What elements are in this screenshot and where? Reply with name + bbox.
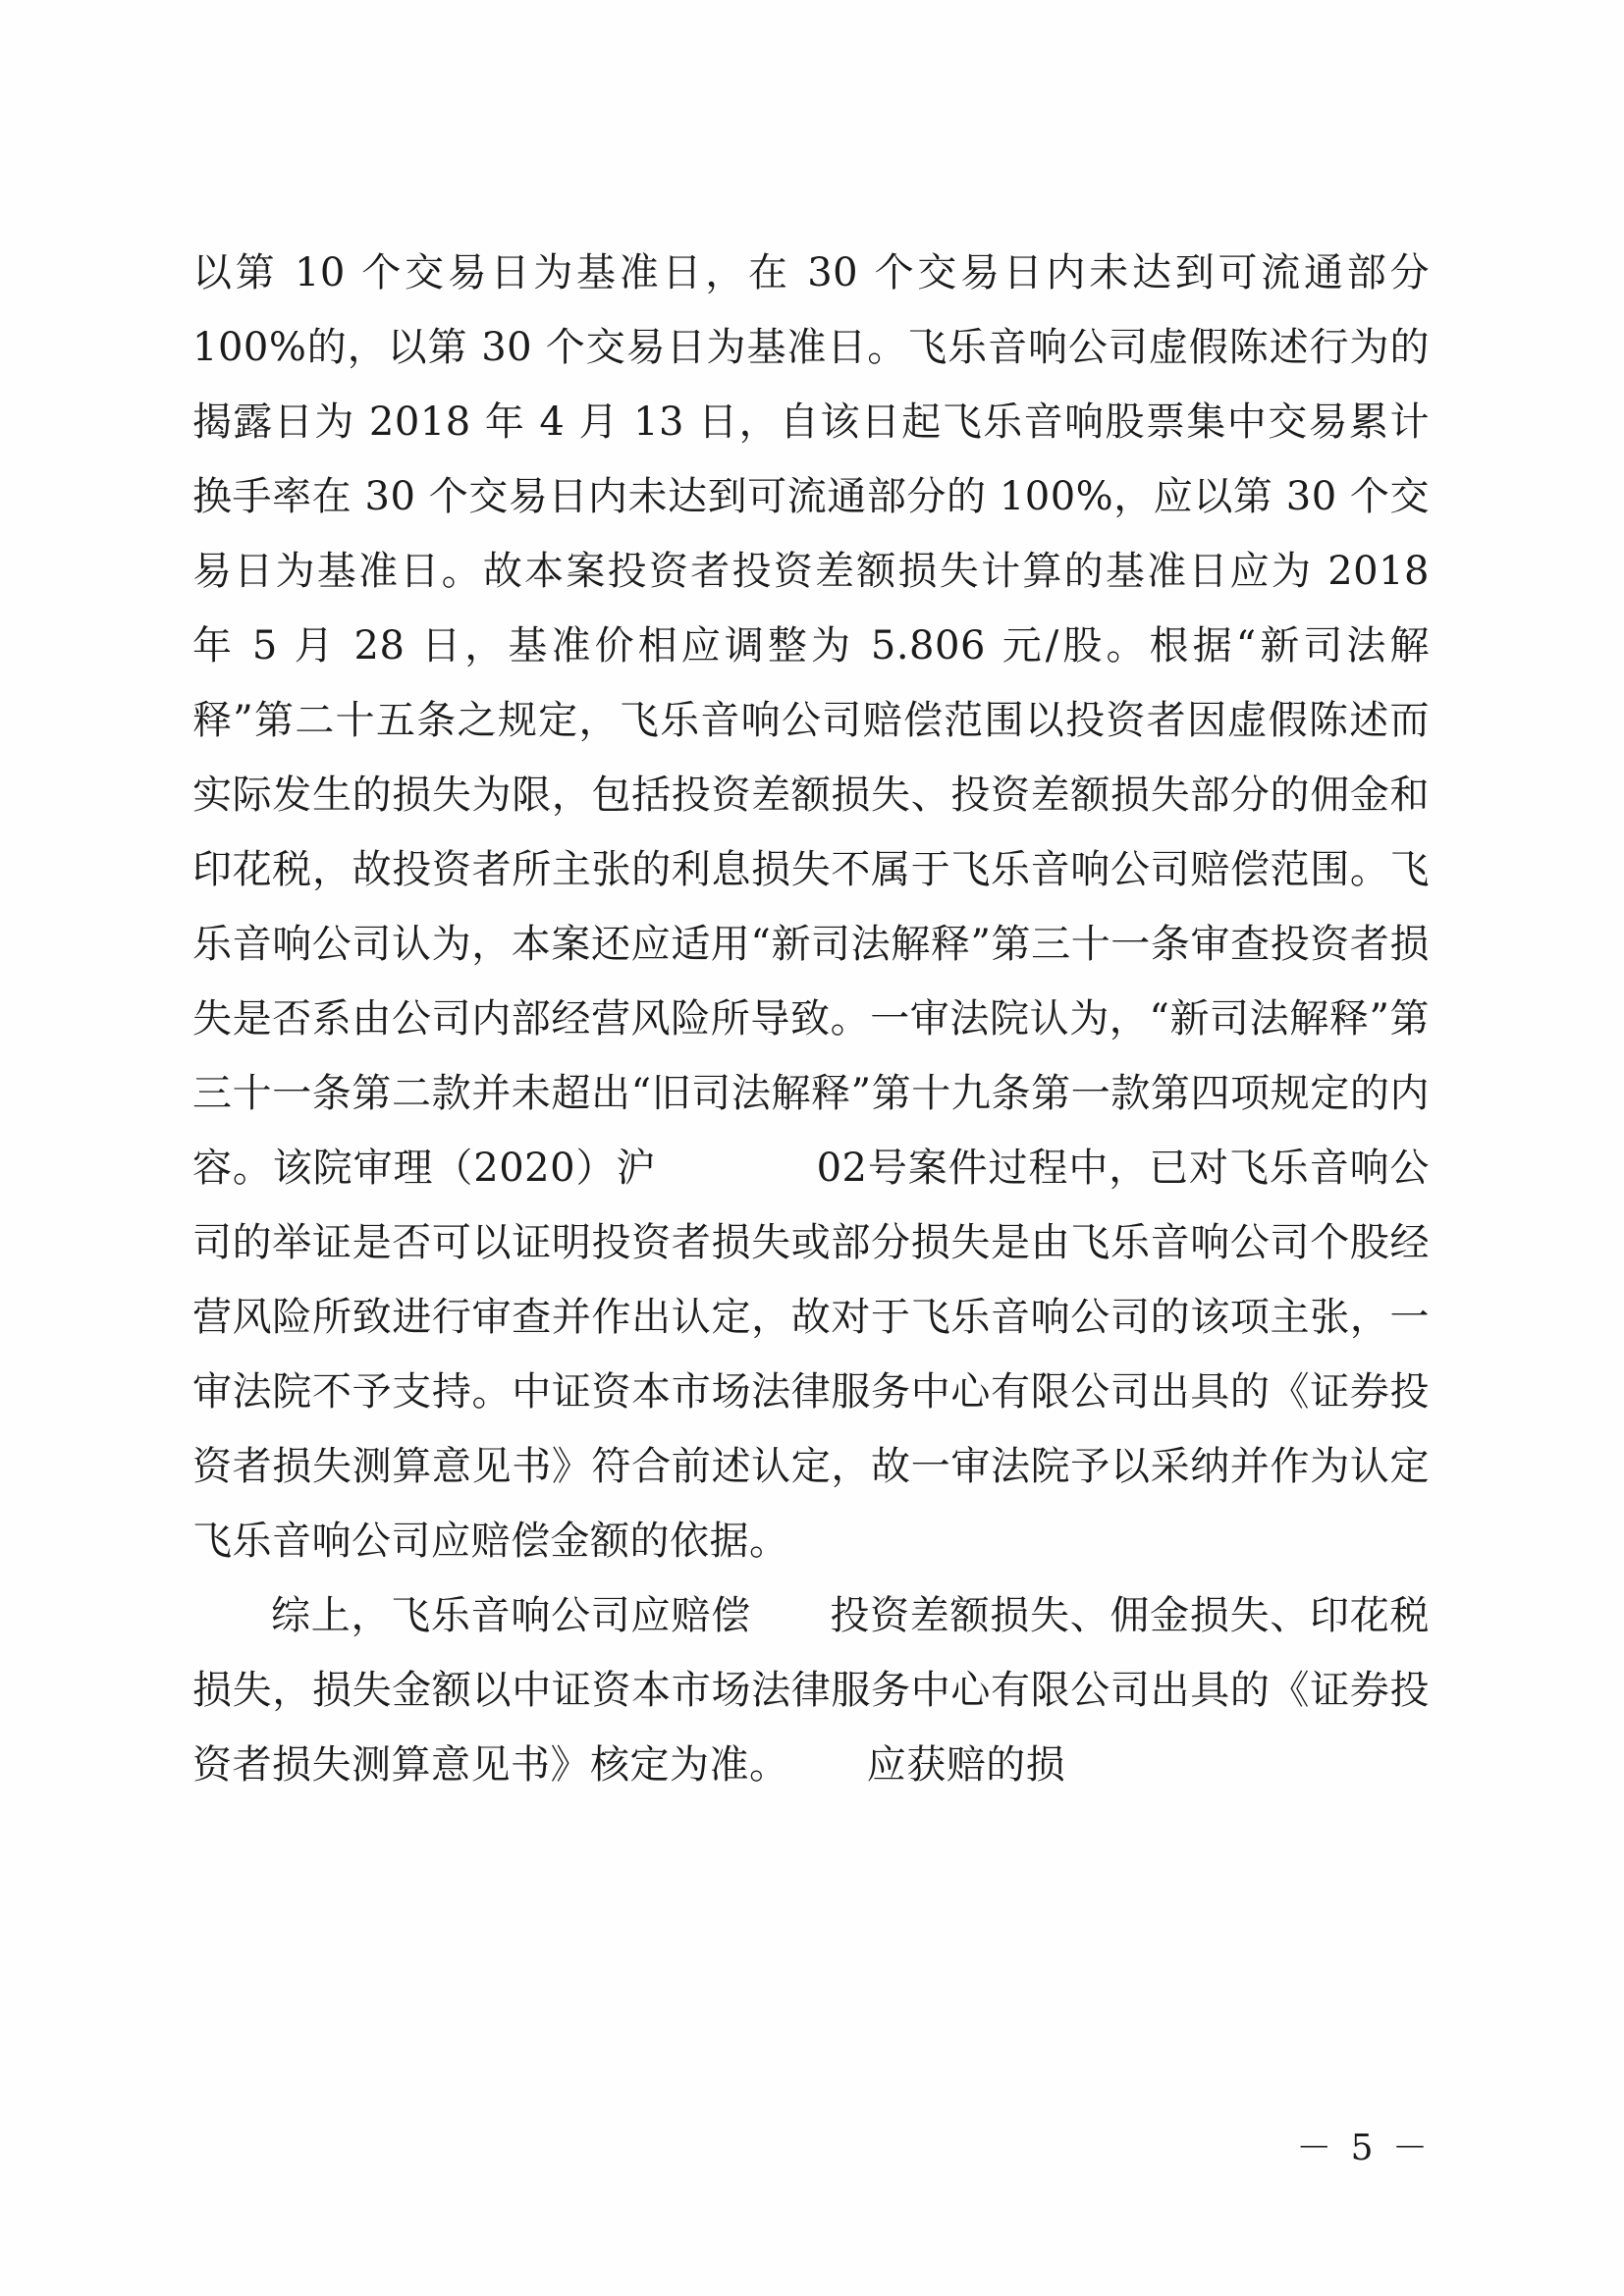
page-number: － 5 － (1296, 2128, 1432, 2168)
page-body (192, 236, 1443, 1802)
body-paragraph-1: 以第 10 个交易日为基准日，在 30 个交易日内未达到可流通部分 100%的，以第 30 个交易日为基准日。飞乐音响公司虚假陈述行为的揭露日为 2018 年 4 月 13 日，自该日起飞乐音响股票集中交易累计换手率在 30 个交易日内未达到可流通部分的 100%，应以第 30 个交易日为基准日。故本案投资者投资差额损失计算的基准日应为 2018 年 5 月 28 日，基准价相应调整为 5.806 元/股。根据“新司法解释”第二十五条之规定，飞乐音响公司赔偿范围以投资者因虚假陈述而实际发生的损失为限，包括投资差额损失、投资差额损失部分的佣金和印花税，故投资者所主张的利息损失不属于飞乐音响公司赔偿范围。飞乐音响公司认为，本案还应适用“新司法解释”第三十一条审查投资者损失是否系由公司内部经营风险所导致。一审法院认为，“新司法解释”第三十一条第二款并未超出“旧司法解释”第十九条第一款第四项规定的内容。该院审理（2020）沪 02号案件过程中，已对飞乐音响公司的举证是否可以证明投资者损失或部分损失是由飞乐音响公司个股经营风险所致进行审查并作出认定，故对于飞乐音响公司的该项主张，一审法院不予支持。中证资本市场法律服务中心有限公司出具的《证券投资者损失测算意见书》符合前述认定，故一审法院予以采纳并作为认定飞乐音响公司应赔偿金额的依据。 (192, 250, 1443, 1564)
body-paragraph-2: 综上，飞乐音响公司应赔偿 投资差额损失、佣金损失、印花税损失，损失金额以中证资本市场法律服务中心有限公司出具的《证券投资者损失测算意见书》核定为准。 应获赔的损 (192, 1593, 1430, 1788)
